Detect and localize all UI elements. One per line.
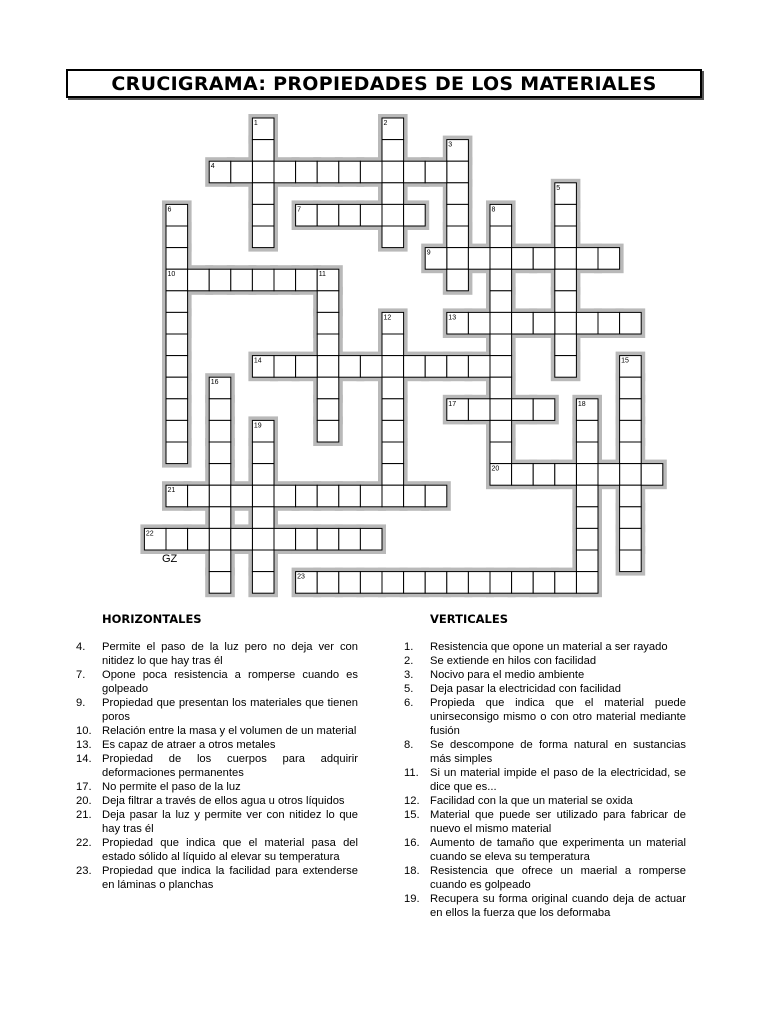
grid-cell[interactable] (382, 356, 404, 378)
clue-number: 5. (404, 683, 414, 695)
grid-cell[interactable] (382, 204, 404, 226)
grid-cell[interactable] (512, 248, 534, 270)
clue-number: 12. (404, 795, 420, 807)
grid-cell[interactable] (188, 485, 210, 507)
grid-cell[interactable] (166, 356, 188, 378)
grid-cell[interactable] (296, 528, 318, 550)
vertical-clue-19 (404, 892, 686, 920)
grid-cell[interactable] (382, 464, 404, 486)
grid-cell[interactable] (598, 312, 620, 334)
horizontal-clue-9 (76, 696, 358, 724)
grid-cell[interactable] (447, 204, 469, 226)
grid-cell[interactable] (468, 248, 490, 270)
grid-cell[interactable] (166, 528, 188, 550)
grid-cell[interactable] (166, 334, 188, 356)
grid-cell[interactable] (447, 226, 469, 248)
grid-cell[interactable] (425, 485, 447, 507)
grid-cell[interactable] (512, 312, 534, 334)
grid-cell[interactable] (533, 312, 555, 334)
grid-cell[interactable] (317, 204, 339, 226)
grid-cell[interactable] (339, 161, 361, 183)
vertical-clue-15 (404, 808, 686, 836)
vertical-clue-11 (404, 766, 686, 794)
grid-cell[interactable] (641, 464, 663, 486)
cell-number-5: 5 (556, 184, 561, 192)
grid-cell[interactable] (468, 399, 490, 421)
grid-cell[interactable] (382, 572, 404, 594)
grid-cell[interactable] (490, 572, 512, 594)
grid-cell[interactable] (252, 485, 274, 507)
vertical-clue-12 (404, 794, 686, 808)
grid-cell[interactable] (360, 356, 382, 378)
grid-cell[interactable] (468, 572, 490, 594)
grid-cell[interactable] (274, 161, 296, 183)
grid-cell[interactable] (576, 572, 598, 594)
clue-number: 20. (76, 795, 92, 807)
grid-cell[interactable] (555, 334, 577, 356)
grid-cell[interactable] (620, 420, 642, 442)
grid-cell[interactable] (620, 377, 642, 399)
grid-cell[interactable] (447, 161, 469, 183)
grid-cell[interactable] (468, 312, 490, 334)
grid-cell[interactable] (533, 572, 555, 594)
grid-cell[interactable] (404, 356, 426, 378)
cell-number-7: 7 (297, 206, 302, 214)
clue-number: 14. (76, 753, 92, 765)
grid-cell[interactable] (468, 356, 490, 378)
grid-cell[interactable] (252, 204, 274, 226)
clue-text: Se extiende en hilos con facilidad (430, 655, 597, 667)
clue-number: 17. (76, 781, 92, 793)
grid-cell[interactable] (425, 356, 447, 378)
grid-cell[interactable] (209, 550, 231, 572)
clue-text: Material que puede ser utilizado para fabricar de nuevo el mismo material (430, 809, 686, 835)
cell-number-18: 18 (577, 400, 586, 408)
author-credit: GZ (162, 553, 178, 565)
grid-cell[interactable] (188, 528, 210, 550)
grid-cell[interactable] (490, 399, 512, 421)
grid-cell[interactable] (576, 420, 598, 442)
grid-cell[interactable] (382, 334, 404, 356)
clue-number: 6. (404, 697, 414, 709)
grid-cell[interactable] (166, 248, 188, 270)
grid-cell[interactable] (166, 377, 188, 399)
grid-cell[interactable] (209, 442, 231, 464)
grid-cell[interactable] (382, 420, 404, 442)
grid-cell[interactable] (555, 248, 577, 270)
grid-cell[interactable] (317, 356, 339, 378)
vertical-heading: VERTICALES (430, 612, 509, 626)
horizontal-clue-7 (76, 668, 358, 696)
grid-cell[interactable] (620, 550, 642, 572)
grid-cell[interactable] (555, 356, 577, 378)
grid-cell[interactable] (404, 485, 426, 507)
grid-cell[interactable] (317, 420, 339, 442)
grid-cell[interactable] (490, 248, 512, 270)
grid-cell[interactable] (512, 572, 534, 594)
grid-cell[interactable] (404, 161, 426, 183)
grid-cell[interactable] (209, 420, 231, 442)
clue-number: 9. (76, 697, 86, 709)
grid-cell[interactable] (209, 464, 231, 486)
clue-text: Opone poca resistencia a romperse cuando es golpeado (102, 669, 358, 695)
vertical-clue-1 (404, 640, 686, 654)
cell-number-15: 15 (621, 357, 629, 365)
grid-cell[interactable] (317, 485, 339, 507)
grid-cell[interactable] (620, 312, 642, 334)
clue-number: 23. (76, 865, 92, 877)
horizontal-clue-10 (76, 724, 358, 738)
clue-number: 15. (404, 809, 420, 821)
grid-cell[interactable] (252, 161, 274, 183)
clue-number: 18. (404, 865, 420, 877)
grid-cell[interactable] (317, 161, 339, 183)
grid-cell[interactable] (490, 334, 512, 356)
grid-cell[interactable] (382, 442, 404, 464)
grid-cell[interactable] (339, 485, 361, 507)
cell-number-16: 16 (210, 379, 219, 387)
horizontal-heading: HORIZONTALES (102, 612, 202, 626)
cell-number-14: 14 (253, 357, 262, 365)
grid-cell[interactable] (188, 269, 210, 291)
clue-text: Aumento de tamaño que experimenta un material cuando se eleva su temperatura (430, 837, 686, 863)
grid-cell[interactable] (296, 356, 318, 378)
grid-cell[interactable] (382, 183, 404, 205)
horizontal-clue-20 (76, 794, 358, 808)
clue-text: Deja pasar la luz y permite ver con nitidez lo que hay tras él (102, 809, 358, 835)
grid-cells (144, 118, 662, 593)
grid-cell[interactable] (360, 161, 382, 183)
grid-cell[interactable] (490, 442, 512, 464)
grid-cell[interactable] (382, 140, 404, 162)
clue-text: No permite el paso de la luz (102, 781, 241, 793)
grid-cell[interactable] (490, 377, 512, 399)
clue-text: Permite el paso de la luz pero no deja ver con nitidez lo que hay tras él (102, 641, 358, 667)
cell-number-20: 20 (491, 465, 500, 473)
grid-cell[interactable] (209, 485, 231, 507)
horizontal-clues-column (76, 612, 358, 892)
page-title: CRUCIGRAMA: PROPIEDADES DE LOS MATERIALES (111, 72, 657, 95)
grid-cell[interactable] (339, 356, 361, 378)
grid-cell[interactable] (252, 269, 274, 291)
grid-cell[interactable] (620, 442, 642, 464)
grid-cell[interactable] (490, 291, 512, 313)
grid-cell[interactable] (166, 399, 188, 421)
clue-text: Recupera su forma original cuando deja de actuar en ellos la fuerza que los deformaba (430, 893, 686, 919)
grid-cell[interactable] (360, 572, 382, 594)
grid-cell[interactable] (555, 291, 577, 313)
grid-cell[interactable] (555, 269, 577, 291)
clue-number: 7. (76, 669, 86, 681)
grid-cell[interactable] (252, 140, 274, 162)
grid-cell[interactable] (533, 464, 555, 486)
grid-cell[interactable] (317, 377, 339, 399)
grid-cell[interactable] (382, 377, 404, 399)
grid-cell[interactable] (447, 356, 469, 378)
grid-cell[interactable] (317, 572, 339, 594)
clue-text: Propiedad que indica que el material pasa del estado sólido al líquido al elevar su temperatura (102, 837, 358, 863)
grid-cell[interactable] (555, 312, 577, 334)
grid-cell[interactable] (252, 528, 274, 550)
cell-number-22: 22 (145, 530, 154, 538)
cell-number-1: 1 (253, 120, 258, 127)
clue-text: Propiedad que presentan los materiales que tienen poros (102, 697, 358, 723)
cell-number-19: 19 (253, 422, 262, 430)
grid-cell[interactable] (490, 356, 512, 378)
clue-number: 2. (404, 655, 414, 667)
grid-cell[interactable] (382, 226, 404, 248)
grid-cell[interactable] (231, 485, 253, 507)
grid-cell[interactable] (490, 312, 512, 334)
grid-cell[interactable] (252, 442, 274, 464)
clue-text: Es capaz de atraer a otros metales (102, 739, 276, 751)
grid-cell[interactable] (620, 485, 642, 507)
clue-number: 11. (404, 767, 419, 779)
grid-cell[interactable] (425, 161, 447, 183)
grid-cell[interactable] (339, 204, 361, 226)
grid-cell[interactable] (576, 485, 598, 507)
grid-cell[interactable] (166, 291, 188, 313)
clue-text: Deja pasar la electricidad con facilidad (430, 683, 621, 695)
cell-number-4: 4 (210, 163, 215, 171)
vertical-clue-list (404, 640, 686, 920)
grid-cell[interactable] (490, 420, 512, 442)
grid-cell[interactable] (274, 485, 296, 507)
grid-cell[interactable] (274, 356, 296, 378)
cell-number-8: 8 (491, 206, 496, 214)
grid-cell[interactable] (447, 248, 469, 270)
clue-text: Propieda que indica que el material puede unirseconsigo mismo o con otro material mediante fusión (430, 697, 686, 737)
grid-cell[interactable] (512, 399, 534, 421)
grid-cell[interactable] (576, 550, 598, 572)
grid-cell[interactable] (576, 248, 598, 270)
grid-cell[interactable] (274, 528, 296, 550)
clue-number: 3. (404, 669, 414, 681)
clue-number: 4. (76, 641, 86, 653)
clue-text: Facilidad con la que un material se oxida (430, 795, 633, 807)
clue-text: Resistencia que ofrece un maerial a romperse cuando es golpeado (430, 865, 686, 891)
grid-cell[interactable] (447, 269, 469, 291)
cell-number-23: 23 (297, 573, 305, 581)
clue-text: Resistencia que opone un material a ser rayado (430, 641, 668, 653)
cell-number-13: 13 (448, 314, 457, 322)
grid-cell[interactable] (317, 312, 339, 334)
grid-cell[interactable] (555, 226, 577, 248)
grid-cell[interactable] (209, 399, 231, 421)
cell-number-2: 2 (383, 120, 388, 127)
grid-cell[interactable] (339, 572, 361, 594)
grid-cell[interactable] (252, 464, 274, 486)
grid-cell[interactable] (317, 334, 339, 356)
grid-cell[interactable] (296, 485, 318, 507)
vertical-clue-8 (404, 738, 686, 766)
clue-number: 13. (76, 739, 92, 751)
grid-cell[interactable] (620, 399, 642, 421)
grid-cell[interactable] (252, 507, 274, 529)
grid-cell[interactable] (252, 550, 274, 572)
grid-cell[interactable] (252, 226, 274, 248)
grid-cell[interactable] (274, 269, 296, 291)
grid-cell[interactable] (382, 161, 404, 183)
vertical-clues-column (404, 612, 686, 920)
vertical-clue-6 (404, 696, 686, 738)
grid-cell[interactable] (166, 442, 188, 464)
vertical-clue-18 (404, 864, 686, 892)
clue-text: Deja filtrar a través de ellos agua u otros líquidos (102, 795, 345, 807)
clue-text: Se descompone de forma natural en sustancias más simples (430, 739, 686, 765)
grid-cell[interactable] (231, 269, 253, 291)
grid-cell[interactable] (533, 399, 555, 421)
clue-text: Si un material impide el paso de la electricidad, se dice que es... (430, 767, 686, 793)
clue-number: 1. (404, 641, 414, 653)
grid-cell[interactable] (555, 572, 577, 594)
grid-cell[interactable] (360, 204, 382, 226)
grid-cell[interactable] (598, 248, 620, 270)
grid-cell[interactable] (576, 507, 598, 529)
grid-cell[interactable] (252, 572, 274, 594)
grid-cell[interactable] (555, 464, 577, 486)
clue-text: Propiedad de los cuerpos para adquirir deformaciones permanentes (102, 753, 358, 779)
grid-cell[interactable] (166, 312, 188, 334)
grid-cell[interactable] (317, 291, 339, 313)
horizontal-clue-4 (76, 640, 358, 668)
clue-number: 10. (76, 725, 92, 737)
clue-number: 19. (404, 893, 420, 905)
cell-number-10: 10 (167, 271, 176, 279)
horizontal-clue-17 (76, 780, 358, 794)
grid-cell[interactable] (209, 507, 231, 529)
grid-cell[interactable] (166, 420, 188, 442)
grid-cell[interactable] (209, 572, 231, 594)
vertical-clue-3 (404, 668, 686, 682)
horizontal-clue-23 (76, 864, 358, 892)
horizontal-clue-list (76, 640, 358, 892)
cell-number-9: 9 (426, 249, 431, 257)
clue-number: 16. (404, 837, 420, 849)
grid-cell[interactable] (576, 312, 598, 334)
cell-number-12: 12 (383, 314, 392, 322)
grid-cell[interactable] (317, 528, 339, 550)
grid-cell[interactable] (620, 528, 642, 550)
grid-cell[interactable] (317, 399, 339, 421)
grid-cell[interactable] (231, 161, 253, 183)
grid-cell[interactable] (555, 204, 577, 226)
grid-cell[interactable] (576, 464, 598, 486)
grid-cell[interactable] (447, 572, 469, 594)
grid-cell[interactable] (404, 572, 426, 594)
cell-number-11: 11 (318, 271, 326, 279)
grid-cell[interactable] (231, 528, 253, 550)
grid-cell[interactable] (296, 269, 318, 291)
cell-number-3: 3 (448, 141, 453, 149)
grid-cell[interactable] (382, 485, 404, 507)
grid-cell[interactable] (209, 528, 231, 550)
grid-cell[interactable] (576, 442, 598, 464)
vertical-clue-5 (404, 682, 686, 696)
grid-cell[interactable] (447, 183, 469, 205)
clue-text: Nocivo para el medio ambiente (430, 669, 585, 681)
grid-cell[interactable] (382, 399, 404, 421)
vertical-clue-2 (404, 654, 686, 668)
grid-cell[interactable] (425, 572, 447, 594)
grid-cell[interactable] (252, 183, 274, 205)
grid-cell[interactable] (339, 528, 361, 550)
grid-cell[interactable] (209, 269, 231, 291)
grid-cell[interactable] (620, 464, 642, 486)
cell-number-21: 21 (167, 487, 176, 495)
grid-cell[interactable] (576, 528, 598, 550)
cell-number-17: 17 (448, 400, 457, 408)
horizontal-clue-14 (76, 752, 358, 780)
grid-cell[interactable] (512, 464, 534, 486)
vertical-clue-16 (404, 836, 686, 864)
clue-text: Relación entre la masa y el volumen de un material (102, 725, 357, 737)
grid-cell[interactable] (533, 248, 555, 270)
grid-cell[interactable] (490, 269, 512, 291)
grid-cell[interactable] (360, 528, 382, 550)
cell-number-6: 6 (167, 206, 172, 214)
grid-cell[interactable] (296, 161, 318, 183)
horizontal-clue-22 (76, 836, 358, 864)
clue-number: 21. (76, 809, 92, 821)
clue-number: 8. (404, 739, 414, 751)
grid-cell[interactable] (490, 226, 512, 248)
grid-cell[interactable] (404, 204, 426, 226)
horizontal-clue-13 (76, 738, 358, 752)
grid-cell[interactable] (620, 507, 642, 529)
horizontal-clue-21 (76, 808, 358, 836)
clue-number: 22. (76, 837, 92, 849)
grid-cell[interactable] (166, 226, 188, 248)
clue-text: Propiedad que indica la facilidad para extenderse en láminas o planchas (102, 865, 358, 891)
grid-cell[interactable] (360, 485, 382, 507)
grid-cell[interactable] (598, 464, 620, 486)
